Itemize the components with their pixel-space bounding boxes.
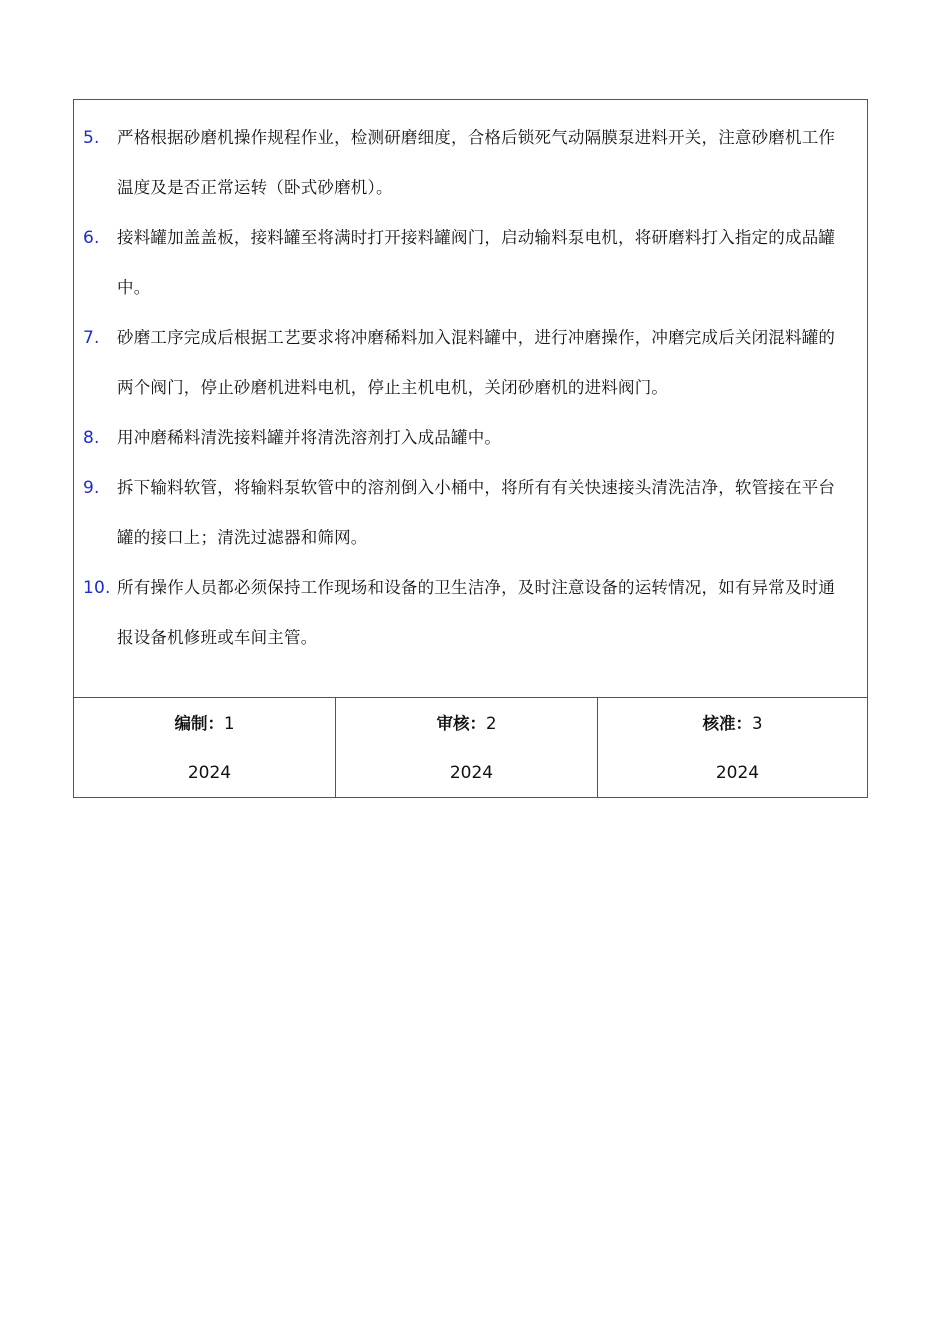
step-number: 8. <box>83 428 100 448</box>
step-number: 6. <box>83 228 100 248</box>
approved-label-line <box>703 713 763 735</box>
step-text: 砂磨工序完成后根据工艺要求将冲磨稀料加入混料罐中，进行冲磨操作，冲磨完成后关闭混料罐的两个阀门，停止砂磨机进料电机，停止主机电机，关闭砂磨机的进料阀门。 <box>117 328 836 397</box>
step-text: 所有操作人员都必须保持工作现场和设备的卫生洁净，及时注意设备的运转情况，如有异常及时通报设备机修班或车间主管。 <box>117 578 836 647</box>
step-number: 5. <box>83 128 100 148</box>
step-item <box>74 113 867 213</box>
step-number: 7. <box>83 328 100 348</box>
reviewed-cell <box>336 698 598 797</box>
step-item <box>74 463 867 563</box>
prepared-value: 1 <box>224 714 235 733</box>
prepared-label-line <box>175 713 235 735</box>
step-item <box>74 313 867 413</box>
approved-date: 2024 <box>715 763 760 783</box>
approved-label: 核准： <box>702 714 752 733</box>
step-item <box>74 563 867 663</box>
reviewed-label: 审核： <box>436 714 486 733</box>
prepared-label: 编制： <box>174 714 224 733</box>
step-item <box>74 413 867 463</box>
reviewed-date: 2024 <box>449 763 494 783</box>
step-number: 10. <box>83 578 111 598</box>
prepared-cell <box>74 698 336 797</box>
approved-cell <box>598 698 867 797</box>
prepared-date: 2024 <box>187 763 232 783</box>
reviewed-label-line <box>437 713 497 735</box>
step-text: 接料罐加盖盖板，接料罐至将满时打开接料罐阀门，启动输料泵电机，将研磨料打入指定的成品罐中。 <box>117 228 836 297</box>
approved-value: 3 <box>752 714 763 733</box>
step-text: 拆下输料软管，将输料泵软管中的溶剂倒入小桶中，将所有有关快速接头清洗洁净，软管接在平台罐的接口上；清洗过滤器和筛网。 <box>117 478 836 547</box>
step-text: 严格根据砂磨机操作规程作业，检测研磨细度，合格后锁死气动隔膜泵进料开关，注意砂磨机工作温度及是否正常运转（卧式砂磨机）。 <box>117 128 836 197</box>
document-table <box>73 99 868 798</box>
reviewed-value: 2 <box>486 714 497 733</box>
step-number: 9. <box>83 478 100 498</box>
step-item <box>74 213 867 313</box>
signoff-row <box>74 698 867 797</box>
procedure-steps <box>74 100 867 698</box>
step-text: 用冲磨稀料清洗接料罐并将清洗溶剂打入成品罐中。 <box>117 428 502 447</box>
